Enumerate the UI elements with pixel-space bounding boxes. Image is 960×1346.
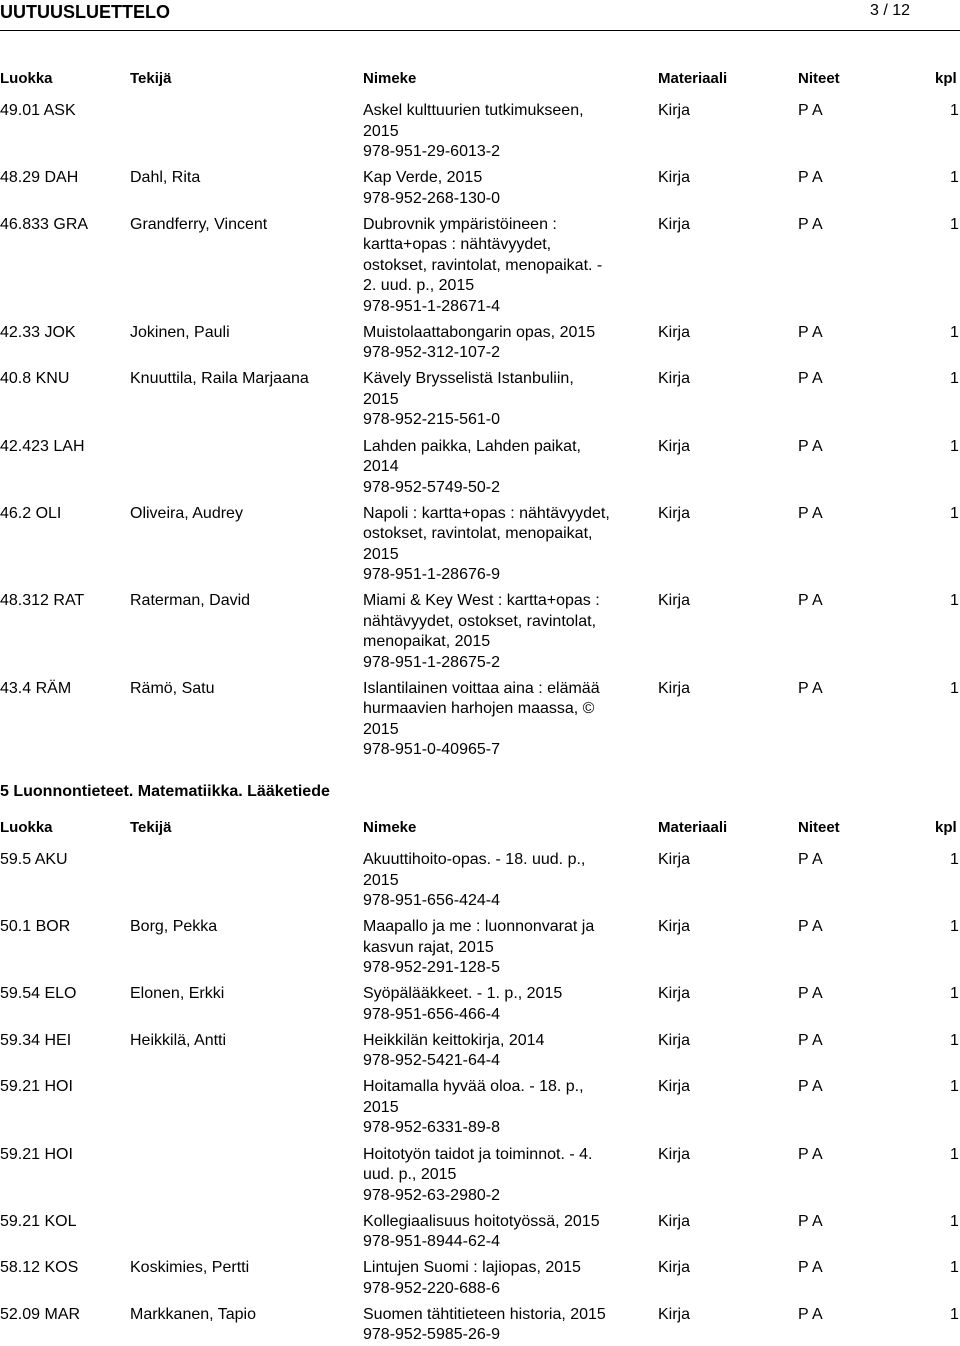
materiaali-cell: Kirja: [658, 918, 691, 936]
nimeke-line: menopaikat, 2015: [363, 633, 491, 651]
luokka-cell: 59.21 HOI: [0, 1145, 73, 1163]
col-nimeke: Nimeke: [363, 70, 417, 87]
nimeke-line: Hoitamalla hyvää oloa. - 18. p.,: [363, 1078, 584, 1096]
nimeke-line: Miami & Key West : kartta+opas :: [363, 592, 600, 610]
kpl-cell: 1: [950, 1305, 959, 1323]
kpl-cell: 1: [950, 1145, 959, 1163]
luokka-cell: 46.833 GRA: [0, 215, 89, 233]
niteet-cell: P A: [798, 918, 823, 936]
tekija-cell: Borg, Pekka: [130, 918, 218, 936]
luokka-cell: 52.09 MAR: [0, 1305, 81, 1323]
nimeke-cell: [363, 369, 633, 431]
nimeke-line: 2015: [363, 720, 399, 738]
nimeke-line: 2015: [363, 545, 399, 563]
kpl-cell: 1: [950, 437, 959, 455]
kpl-cell: 1: [950, 215, 959, 233]
tekija-cell: Markkanen, Tapio: [130, 1305, 256, 1323]
nimeke-line: 978-952-268-130-0: [363, 189, 500, 207]
niteet-cell: P A: [798, 592, 823, 610]
luokka-cell: 48.312 RAT: [0, 592, 85, 610]
kpl-cell: 1: [950, 169, 959, 187]
nimeke-cell: [363, 1077, 633, 1139]
document-title: UUTUUSLUETTELO: [0, 2, 170, 22]
luokka-cell: 59.54 ELO: [0, 985, 77, 1003]
col-niteet: Niteet: [798, 819, 840, 836]
nimeke-line: Heikkilän keittokirja, 2014: [363, 1031, 545, 1049]
luokka-cell: 42.423 LAH: [0, 437, 85, 455]
nimeke-line: 978-952-220-688-6: [363, 1279, 500, 1297]
niteet-cell: P A: [798, 1305, 823, 1323]
nimeke-line: Askel kulttuurien tutkimukseen,: [363, 102, 584, 119]
kpl-cell: 1: [950, 851, 959, 868]
tekija-cell: Jokinen, Pauli: [130, 323, 230, 341]
materiaali-cell: Kirja: [658, 323, 691, 341]
nimeke-line: Islantilainen voittaa aina : elämää: [363, 679, 600, 697]
tekija-cell: Koskimies, Pertti: [130, 1259, 250, 1277]
materiaali-cell: Kirja: [658, 592, 691, 610]
col-nimeke: Nimeke: [363, 819, 417, 836]
nimeke-line: ostokset, ravintolat, menopaikat. -: [363, 256, 603, 274]
nimeke-cell: [363, 850, 633, 912]
tekija-cell: Knuuttila, Raila Marjaana: [130, 370, 309, 388]
nimeke-cell: [363, 323, 633, 364]
col-kpl: kpl: [935, 70, 957, 87]
kpl-cell: 1: [950, 1259, 959, 1277]
nimeke-cell: [363, 1145, 633, 1207]
nimeke-cell: [363, 984, 633, 1025]
nimeke-line: Kap Verde, 2015: [363, 169, 483, 187]
section-title: 5 Luonnontieteet. Matematiikka. Lääketiede: [0, 783, 330, 800]
nimeke-line: Kollegiaalisuus hoitotyössä, 2015: [363, 1212, 600, 1230]
nimeke-cell: [363, 1212, 633, 1253]
nimeke-cell: [363, 1031, 633, 1072]
materiaali-cell: Kirja: [658, 679, 691, 697]
kpl-cell: 1: [950, 918, 959, 936]
materiaali-cell: Kirja: [658, 1305, 691, 1323]
tekija-cell: Elonen, Erkki: [130, 985, 225, 1003]
nimeke-cell: [363, 591, 633, 673]
materiaali-cell: Kirja: [658, 1078, 691, 1096]
niteet-cell: P A: [798, 1259, 823, 1277]
nimeke-line: 978-952-291-128-5: [363, 959, 500, 977]
niteet-cell: P A: [798, 102, 823, 119]
materiaali-cell: Kirja: [658, 985, 691, 1003]
materiaali-cell: Kirja: [658, 169, 691, 187]
kpl-cell: 1: [950, 1078, 959, 1096]
column-header-row: [0, 69, 960, 89]
tekija-cell: Raterman, David: [130, 592, 251, 610]
kpl-cell: 1: [950, 102, 959, 119]
nimeke-cell: [363, 504, 633, 586]
kpl-cell: 1: [950, 504, 959, 522]
nimeke-line: Napoli : kartta+opas : nähtävyydet,: [363, 504, 610, 522]
niteet-cell: P A: [798, 1145, 823, 1163]
luokka-cell: 59.34 HEI: [0, 1031, 72, 1049]
kpl-cell: 1: [950, 323, 959, 341]
col-tekija: Tekijä: [130, 70, 172, 87]
luokka-cell: 50.1 BOR: [0, 918, 71, 936]
materiaali-cell: Kirja: [658, 504, 691, 522]
nimeke-line: 978-952-6331-89-8: [363, 1119, 500, 1137]
nimeke-line: 978-952-312-107-2: [363, 344, 500, 362]
niteet-cell: P A: [798, 504, 823, 522]
nimeke-line: ostokset, ravintolat, menopaikat,: [363, 525, 593, 543]
luokka-cell: 48.29 DAH: [0, 169, 79, 187]
niteet-cell: P A: [798, 437, 823, 455]
kpl-cell: 1: [950, 1212, 959, 1230]
luokka-cell: 46.2 OLI: [0, 504, 62, 522]
nimeke-line: 978-952-5985-26-9: [363, 1326, 500, 1344]
nimeke-line: 978-951-29-6013-2: [363, 143, 500, 160]
luokka-cell: 49.01 ASK: [0, 102, 76, 119]
luokka-cell: 58.12 KOS: [0, 1259, 79, 1277]
kpl-cell: 1: [950, 985, 959, 1003]
niteet-cell: P A: [798, 169, 823, 187]
materiaali-cell: Kirja: [658, 102, 691, 119]
nimeke-line: kasvun rajat, 2015: [363, 938, 494, 956]
nimeke-line: Lahden paikka, Lahden paikat,: [363, 437, 581, 455]
niteet-cell: P A: [798, 1078, 823, 1096]
nimeke-line: Hoitotyön taidot ja toiminnot. - 4.: [363, 1145, 593, 1163]
top-rule: [0, 30, 960, 31]
nimeke-line: Akuuttihoito-opas. - 18. uud. p.,: [363, 851, 586, 868]
nimeke-line: nähtävyydet, ostokset, ravintolat,: [363, 612, 597, 630]
nimeke-line: Suomen tähtitieteen historia, 2015: [363, 1305, 606, 1323]
niteet-cell: P A: [798, 985, 823, 1003]
nimeke-cell: [363, 437, 633, 499]
nimeke-line: 978-951-8944-62-4: [363, 1233, 500, 1251]
luokka-cell: 59.21 HOI: [0, 1078, 73, 1096]
materiaali-cell: Kirja: [658, 370, 691, 388]
niteet-cell: P A: [798, 370, 823, 388]
niteet-cell: P A: [798, 1031, 823, 1049]
niteet-cell: P A: [798, 851, 823, 868]
niteet-cell: P A: [798, 679, 823, 697]
niteet-cell: P A: [798, 1212, 823, 1230]
tekija-cell: Heikkilä, Antti: [130, 1031, 227, 1049]
nimeke-line: 978-951-656-466-4: [363, 1005, 500, 1023]
nimeke-line: 978-951-1-28675-2: [363, 653, 500, 671]
nimeke-line: hurmaavien harhojen maassa, ©: [363, 700, 595, 718]
nimeke-cell: [363, 679, 633, 761]
nimeke-line: Maapallo ja me : luonnonvarat ja: [363, 918, 595, 936]
nimeke-line: 978-951-1-28671-4: [363, 297, 500, 315]
luokka-cell: 42.33 JOK: [0, 323, 76, 341]
nimeke-line: Lintujen Suomi : lajiopas, 2015: [363, 1259, 581, 1277]
nimeke-line: 2015: [363, 871, 399, 889]
nimeke-line: 978-952-5421-64-4: [363, 1052, 500, 1070]
luokka-cell: 43.4 RÄM: [0, 679, 72, 697]
nimeke-line: 978-951-0-40965-7: [363, 741, 500, 759]
col-materiaali: Materiaali: [658, 70, 728, 87]
nimeke-line: 2015: [363, 122, 399, 140]
nimeke-line: 2014: [363, 458, 399, 475]
tekija-cell: Oliveira, Audrey: [130, 504, 243, 522]
nimeke-cell: [363, 1258, 633, 1299]
nimeke-line: 978-952-5749-50-2: [363, 478, 500, 496]
page-number: 3 / 12: [870, 2, 911, 19]
materiaali-cell: Kirja: [658, 437, 691, 455]
luokka-cell: 40.8 KNU: [0, 370, 70, 388]
tekija-cell: Dahl, Rita: [130, 169, 201, 187]
col-materiaali: Materiaali: [658, 819, 728, 836]
nimeke-line: Dubrovnik ympäristöineen :: [363, 215, 557, 233]
materiaali-cell: Kirja: [658, 1145, 691, 1163]
nimeke-cell: [363, 1305, 633, 1346]
niteet-cell: P A: [798, 215, 823, 233]
nimeke-cell: [363, 168, 633, 209]
materiaali-cell: Kirja: [658, 215, 691, 233]
nimeke-line: uud. p., 2015: [363, 1166, 457, 1183]
kpl-cell: 1: [950, 679, 959, 697]
tekija-cell: Grandferry, Vincent: [130, 215, 268, 233]
kpl-cell: 1: [950, 1031, 959, 1049]
nimeke-cell: [363, 101, 633, 163]
materiaali-cell: Kirja: [658, 1212, 691, 1230]
nimeke-line: 2. uud. p., 2015: [363, 277, 475, 295]
column-header-row: [0, 818, 960, 838]
luokka-cell: 59.5 AKU: [0, 851, 68, 868]
nimeke-line: Kävely Brysselistä Istanbuliin,: [363, 370, 574, 388]
materiaali-cell: Kirja: [658, 1259, 691, 1277]
niteet-cell: P A: [798, 323, 823, 341]
kpl-cell: 1: [950, 592, 959, 610]
nimeke-line: kartta+opas : nähtävyydet,: [363, 236, 552, 254]
nimeke-line: Muistolaattabongarin opas, 2015: [363, 323, 596, 341]
luokka-cell: 59.21 KOL: [0, 1212, 77, 1230]
nimeke-line: 978-951-1-28676-9: [363, 566, 500, 584]
col-luokka: Luokka: [0, 70, 53, 87]
nimeke-cell: [363, 215, 633, 318]
materiaali-cell: Kirja: [658, 851, 691, 868]
col-kpl: kpl: [935, 819, 957, 836]
col-tekija: Tekijä: [130, 819, 172, 836]
col-niteet: Niteet: [798, 70, 840, 87]
nimeke-line: 2015: [363, 1098, 399, 1116]
col-luokka: Luokka: [0, 819, 53, 836]
nimeke-line: Syöpälääkkeet. - 1. p., 2015: [363, 985, 563, 1003]
materiaali-cell: Kirja: [658, 1031, 691, 1049]
kpl-cell: 1: [950, 370, 959, 388]
nimeke-line: 978-951-656-424-4: [363, 892, 500, 909]
nimeke-line: 978-952-215-561-0: [363, 411, 500, 429]
nimeke-line: 978-952-63-2980-2: [363, 1186, 500, 1204]
tekija-cell: Rämö, Satu: [130, 679, 215, 697]
nimeke-cell: [363, 917, 633, 979]
nimeke-line: 2015: [363, 390, 399, 408]
